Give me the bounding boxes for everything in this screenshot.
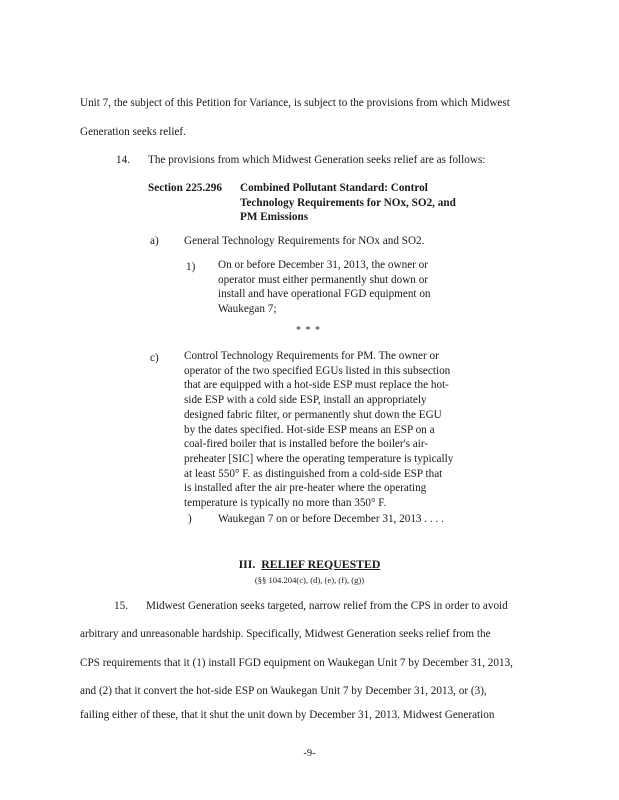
- relief-heading: [0, 557, 619, 571]
- page-number: -9-: [303, 748, 316, 759]
- item-1-line: operator must either permanently shut down or: [218, 273, 429, 286]
- item-c2-text: Waukegan 7 on or before December 31, 2013 . . . .: [218, 513, 444, 525]
- relief-title: RELIEF REQUESTED: [261, 557, 381, 571]
- sub-c-line: side ESP with a cold side ESP, install an appropriately: [184, 394, 427, 407]
- sub-c-line: is installed after the air pre-heater where the operating: [184, 482, 427, 495]
- paragraph-14-text: The provisions from which Midwest Generation seeks relief are as follows:: [148, 154, 486, 166]
- paragraph-15-line-5: failing either of these, that it shut the unit down by December 31, 2013. Midwest Generation: [80, 709, 495, 721]
- intro-line-2: Generation seeks relief.: [80, 126, 186, 138]
- item-1-line: install and have operational FGD equipment on: [218, 288, 431, 301]
- intro-line-1: Unit 7, the subject of this Petition for Variance, is subject to the provisions from which Midwest: [80, 97, 510, 109]
- relief-numeral: III.: [238, 557, 256, 571]
- item-1-text: [218, 258, 431, 317]
- sub-a-label: a): [150, 235, 159, 247]
- section-number: Section 225.296: [148, 182, 222, 194]
- paragraph-14-number: 14.: [116, 154, 130, 166]
- sub-c-label: c): [150, 352, 159, 364]
- relief-citations: (§§ 104.204(c), (d), (e), (f), (g)): [254, 575, 365, 585]
- sub-c-line: Control Technology Requirements for PM. The owner or: [184, 350, 439, 362]
- item-1-line: Waukegan 7;: [218, 303, 277, 316]
- sub-c-line: at least 550° F. as distinguished from a cold-side ESP that: [184, 467, 443, 480]
- sub-c-text: [184, 349, 453, 511]
- item-c2-label: ): [188, 513, 192, 525]
- paragraph-15-line-2: arbitrary and unreasonable hardship. Specifically, Midwest Generation seeks relief from the: [80, 628, 491, 640]
- item-1-label: 1): [186, 261, 196, 273]
- sub-c-line: operator of the two specified EGUs listed in this subsection: [184, 364, 451, 377]
- paragraph-15-line-4: and (2) that it convert the hot-side ESP on Waukegan Unit 7 by December 31, 2013, or (3),: [80, 685, 487, 697]
- sub-c-line: designed fabric filter, or permanently shut down the EGU: [184, 408, 442, 421]
- sub-c-line: coal-fired boiler that is installed before the boiler's air-: [184, 438, 429, 451]
- sub-c-line: temperature is typically no more than 350° F.: [184, 497, 387, 510]
- sub-c-line: by the dates specified. Hot-side ESP means an ESP on a: [184, 423, 435, 436]
- omission-asterisks: * * *: [296, 325, 321, 336]
- sub-c-line: preheater [SIC] where the operating temperature is typically: [184, 452, 454, 465]
- item-1-line: On or before December 31, 2013, the owner or: [218, 259, 429, 271]
- section-title: Combined Pollutant Standard: Control Technology Requirements for NOx, SO2, and PM Emissions: [240, 182, 456, 223]
- paragraph-15-number: 15.: [114, 600, 128, 612]
- sub-c-line: that are equipped with a hot-side ESP must replace the hot-: [184, 379, 449, 392]
- sub-a-text: General Technology Requirements for NOx and SO2.: [184, 235, 425, 247]
- paragraph-15-line-3: CPS requirements that it (1) install FGD equipment on Waukegan Unit 7 by December 31, 2013,: [80, 657, 513, 669]
- paragraph-15-line-1: Midwest Generation seeks targeted, narrow relief from the CPS in order to avoid: [146, 600, 508, 612]
